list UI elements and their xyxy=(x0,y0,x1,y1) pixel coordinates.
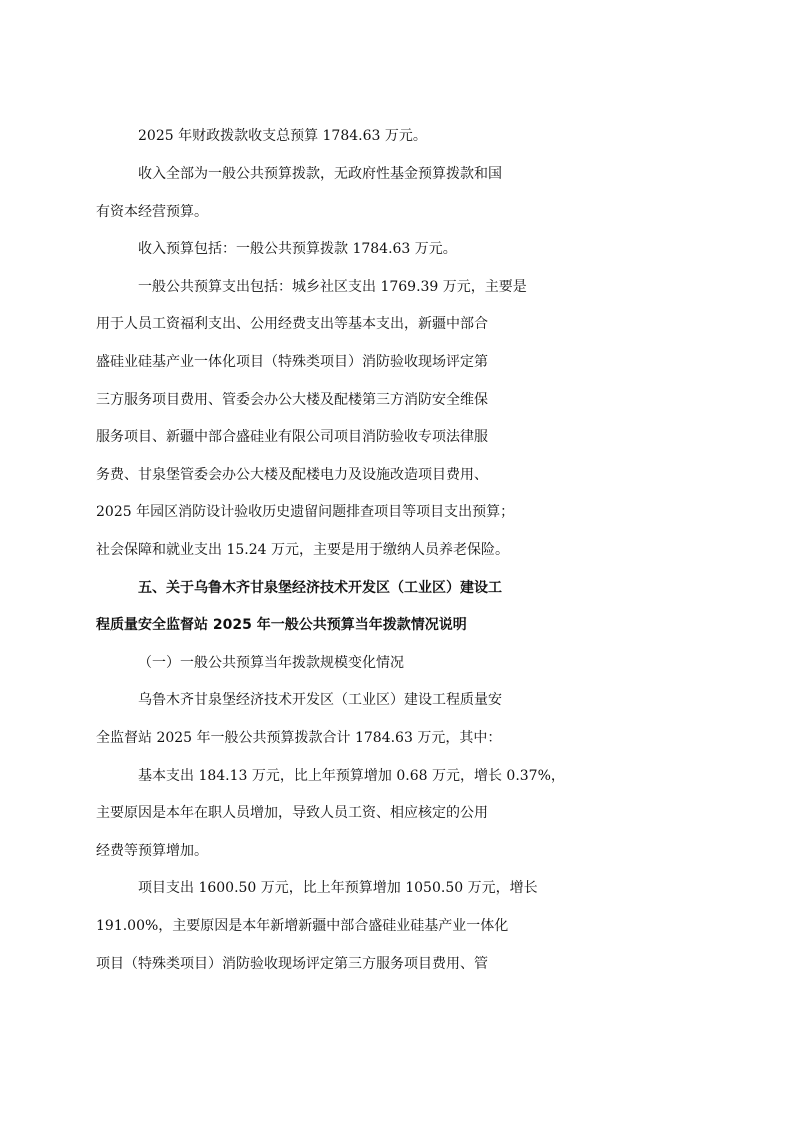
paragraph-line: 社会保障和就业支出 15.24 万元，主要是用于缴纳人员养老保险。 xyxy=(96,542,509,558)
paragraph-line: 经费等预算增加。 xyxy=(96,843,208,859)
paragraph-line: 2025 年园区消防设计验收历史遗留问题排查项目等项目支出预算； xyxy=(96,504,515,520)
paragraph-line: 主要原因是本年在职人员增加，导致人员工资、相应核定的公用 xyxy=(96,805,488,821)
paragraph-line: 191.00%，主要原因是本年新增新疆中部合盛硅业硅基产业一体化 xyxy=(96,918,509,934)
paragraph-line: 项目支出 1600.50 万元，比上年预算增加 1050.50 万元，增长 xyxy=(138,880,538,896)
paragraph-line: 乌鲁木齐甘泉堡经济技术开发区（工业区）建设工程质量安 xyxy=(138,692,502,708)
paragraph-line: 收入全部为一般公共预算拨款，无政府性基金预算拨款和国 xyxy=(138,166,502,182)
subsection-heading: （一）一般公共预算当年拨款规模变化情况 xyxy=(138,655,404,671)
paragraph-line: 用于人员工资福利支出、公用经费支出等基本支出，新疆中部合 xyxy=(96,316,488,332)
paragraph-line: 务费、甘泉堡管委会办公大楼及配楼电力及设施改造项目费用、 xyxy=(96,467,488,483)
section-heading: 程质量安全监督站 2025 年一般公共预算当年拨款情况说明 xyxy=(96,617,467,633)
paragraph-line: 基本支出 184.13 万元，比上年预算增加 0.68 万元，增长 0.37%， xyxy=(138,768,565,784)
paragraph-line: 项目（特殊类项目）消防验收现场评定第三方服务项目费用、管 xyxy=(96,956,488,972)
paragraph-line: 服务项目、新疆中部合盛硅业有限公司项目消防验收专项法律服 xyxy=(96,429,488,445)
paragraph-line: 收入预算包括：一般公共预算拨款 1784.63 万元。 xyxy=(138,241,457,257)
paragraph-line: 三方服务项目费用、管委会办公大楼及配楼第三方消防安全维保 xyxy=(96,392,488,408)
paragraph-line: 有资本经营预算。 xyxy=(96,204,208,220)
paragraph-line: 全监督站 2025 年一般公共预算拨款合计 1784.63 万元，其中： xyxy=(96,730,502,746)
paragraph-line: 盛硅业硅基产业一体化项目（特殊类项目）消防验收现场评定第 xyxy=(96,354,488,370)
section-heading: 五、关于乌鲁木齐甘泉堡经济技术开发区（工业区）建设工 xyxy=(138,580,502,596)
paragraph-line: 2025 年财政拨款收支总预算 1784.63 万元。 xyxy=(138,128,427,144)
paragraph-line: 一般公共预算支出包括：城乡社区支出 1769.39 万元，主要是 xyxy=(138,279,527,295)
